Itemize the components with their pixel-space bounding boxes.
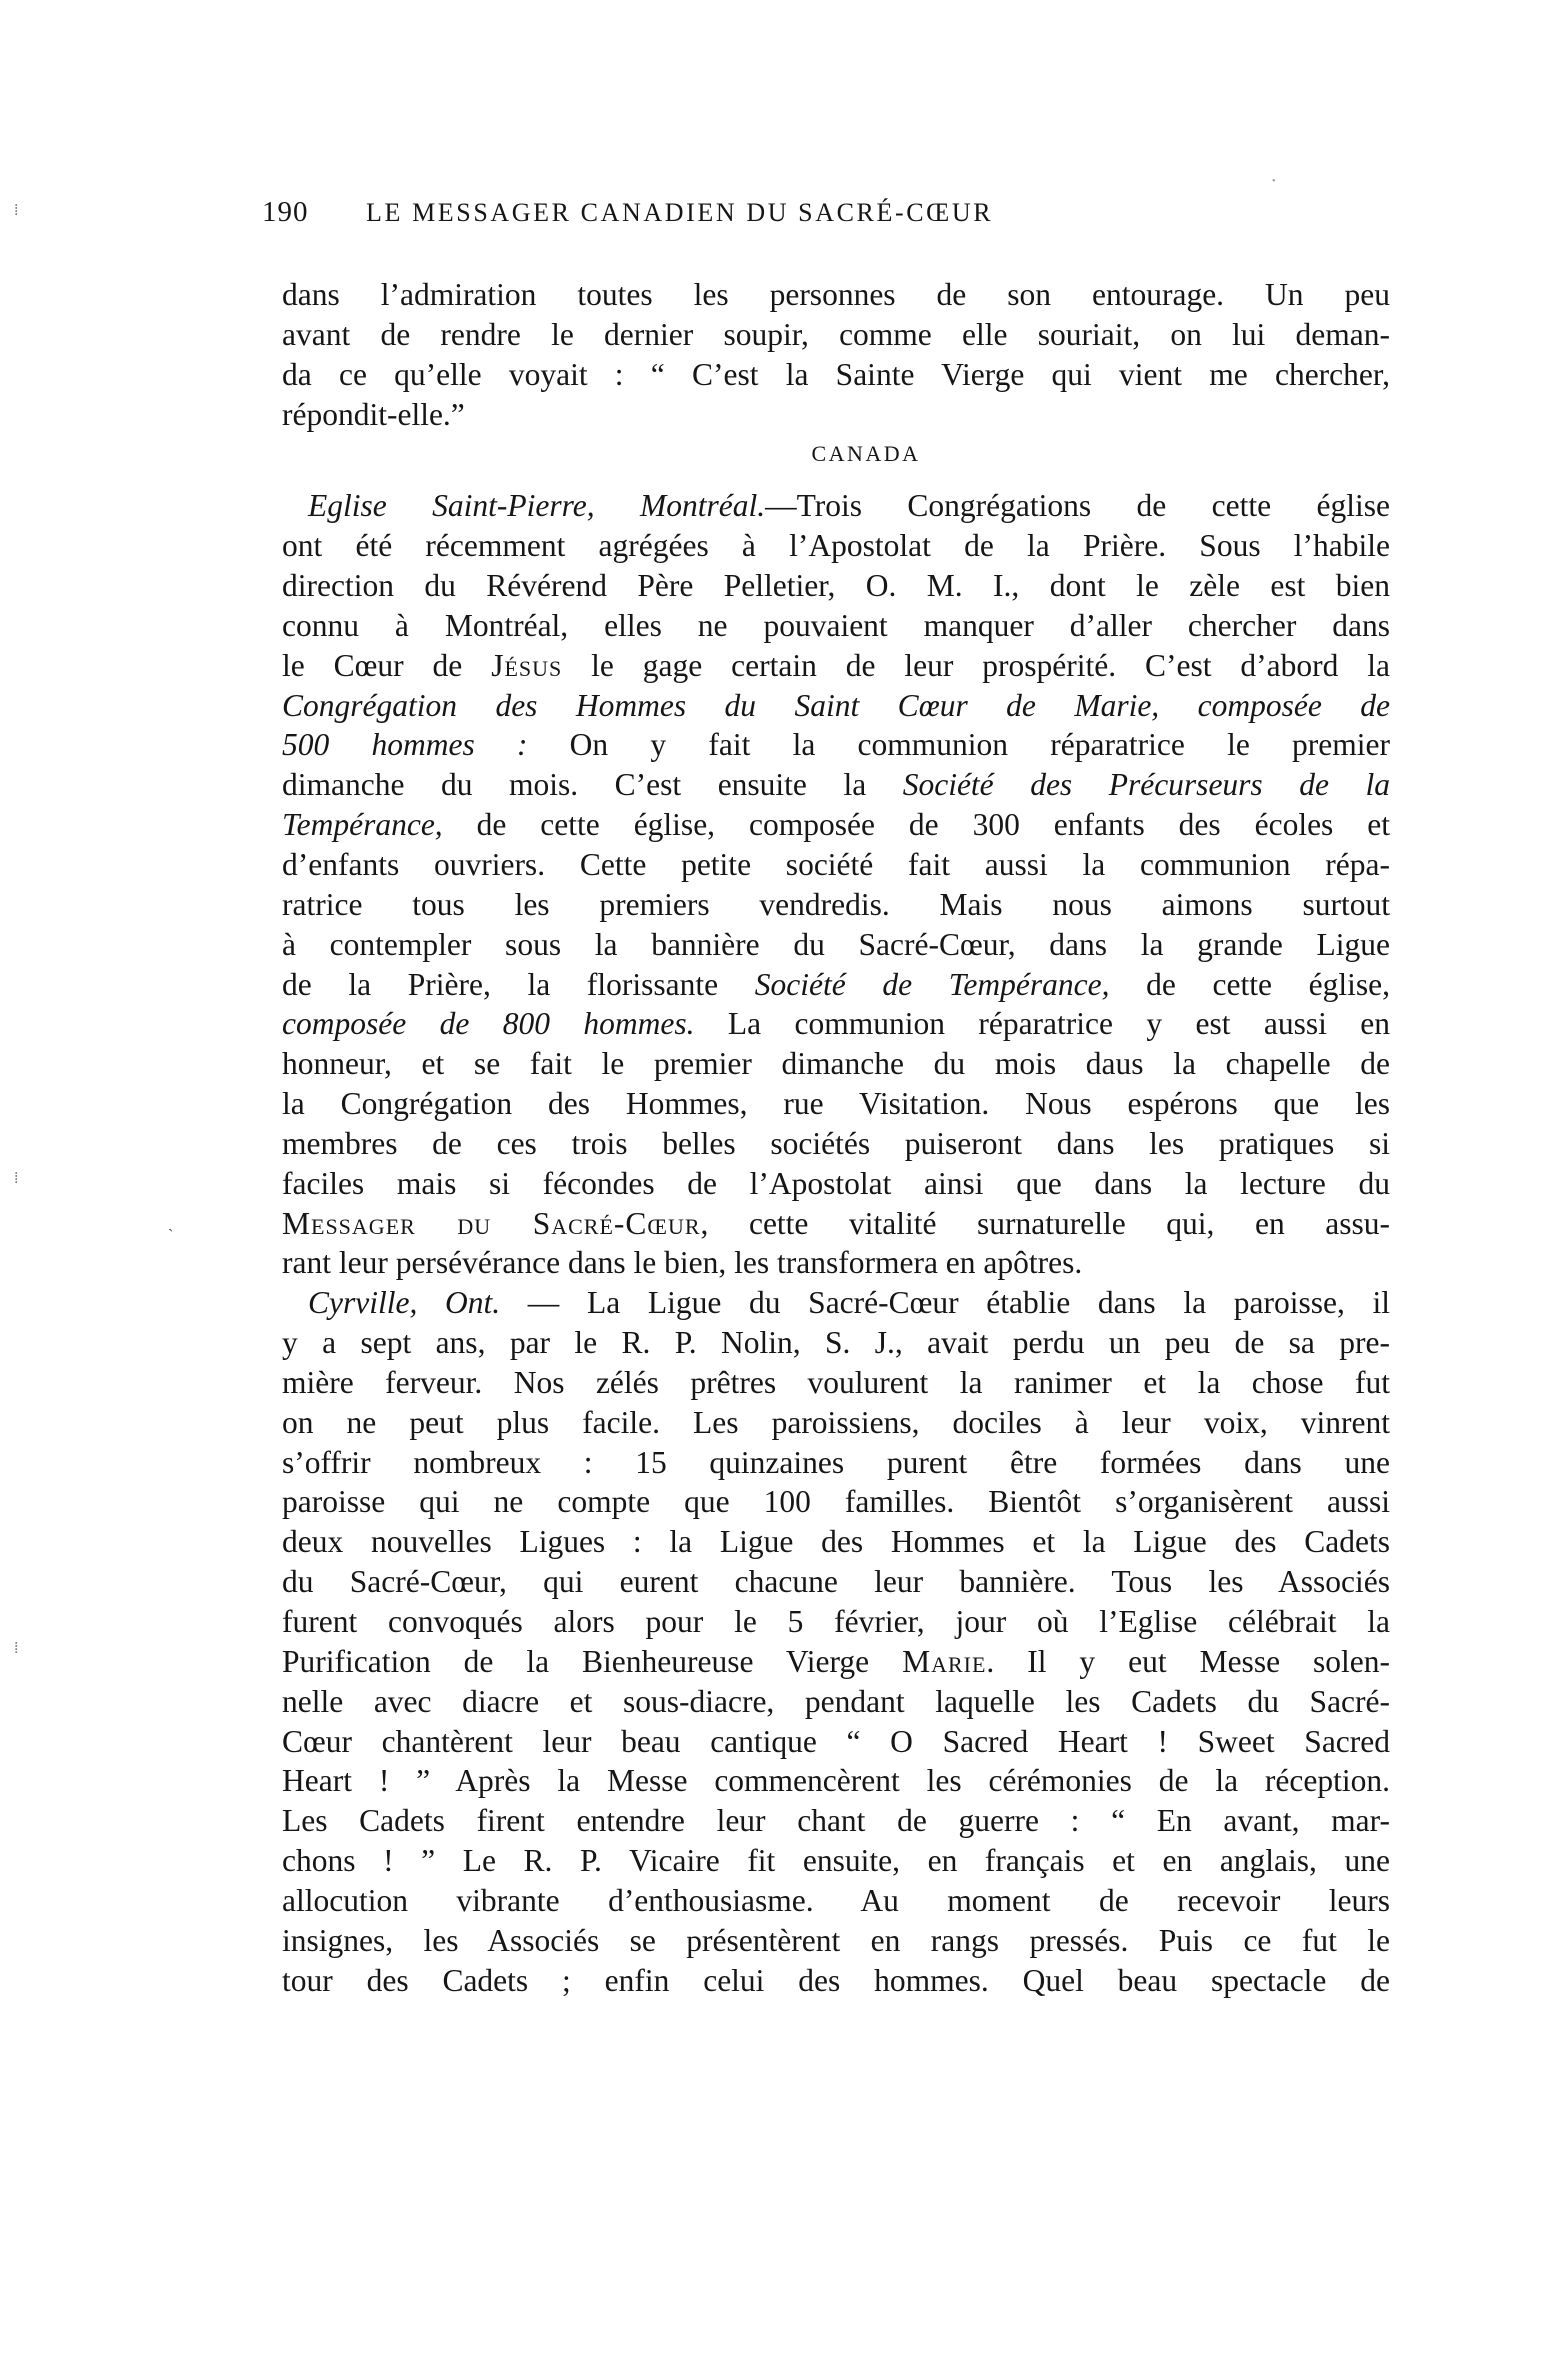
text-line: 500 hommes : On y fait la communion réparatrice le premier bbox=[282, 727, 1390, 763]
text-line: connu à Montréal, elles ne pouvaient manquer d’aller chercher dans bbox=[282, 607, 1390, 643]
text-line: Eglise Saint-Pierre, Montréal.—Trois Congrégations de cette église bbox=[308, 488, 1390, 524]
text-line: Messager du Sacré-Cœur, cette vitalité surnaturelle qui, en assu- bbox=[282, 1205, 1390, 1241]
text-line: s’offrir nombreux : 15 quinzaines purent être formées dans une bbox=[282, 1444, 1390, 1480]
article-body bbox=[282, 275, 1390, 2000]
text-line: Cœur chantèrent leur beau cantique “ O Sacred Heart ! Sweet Sacred bbox=[282, 1723, 1390, 1759]
text-line: da ce qu’elle voyait : “ C’est la Sainte Vierge qui vient me chercher, bbox=[282, 356, 1390, 392]
text-line: à contempler sous la bannière du Sacré-Cœur, dans la grande Ligue bbox=[282, 926, 1390, 962]
text-line: d’enfants ouvriers. Cette petite société fait aussi la communion répa- bbox=[282, 846, 1390, 882]
text-line: Heart ! ” Après la Messe commencèrent les cérémonies de la réception. bbox=[282, 1763, 1390, 1799]
spacer bbox=[282, 474, 1390, 486]
text-line: Cyrville, Ont. — La Ligue du Sacré-Cœur établie dans la paroisse, il bbox=[308, 1285, 1390, 1321]
text-line: allocution vibrante d’enthousiasme. Au moment de recevoir leurs bbox=[282, 1882, 1390, 1918]
text-line: dans l’admiration toutes les personnes de son entourage. Un peu bbox=[282, 277, 1390, 312]
text-line: paroisse qui ne compte que 100 familles. Bientôt s’organisèrent aussi bbox=[282, 1484, 1390, 1520]
text-line: la Congrégation des Hommes, rue Visitation. Nous espérons que les bbox=[282, 1086, 1390, 1122]
scan-margin-mark: ⁞ bbox=[14, 1170, 19, 1187]
text-line: membres de ces trois belles sociétés puiseront dans les pratiques si bbox=[282, 1125, 1390, 1161]
text-line: Purification de la Bienheureuse Vierge Marie. Il y eut Messe solen- bbox=[282, 1643, 1390, 1679]
text-line: Congrégation des Hommes du Saint Cœur de Marie, composée de bbox=[282, 687, 1390, 723]
text-line: du Sacré-Cœur, qui eurent chacune leur bannière. Tous les Associés bbox=[282, 1564, 1390, 1600]
text-line: tour des Cadets ; enfin celui des hommes. Quel beau spectacle de bbox=[282, 1962, 1390, 1998]
text-line: répondit-elle.” bbox=[282, 396, 465, 432]
text-line: furent convoqués alors pour le 5 février, jour où l’Eglise célébrait la bbox=[282, 1604, 1390, 1639]
text-line: Les Cadets firent entendre leur chant de guerre : “ En avant, mar- bbox=[282, 1803, 1390, 1839]
text-line: mière ferveur. Nos zélés prêtres voulurent la ranimer et la chose fut bbox=[282, 1364, 1390, 1400]
text-line: Tempérance, de cette église, composée de 300 enfants des écoles et bbox=[282, 807, 1390, 843]
scan-margin-mark: ˎ bbox=[168, 1215, 174, 1232]
section-heading: CANADA bbox=[811, 441, 921, 467]
text-line: avant de rendre le dernier soupir, comme elle souriait, on lui deman- bbox=[282, 316, 1390, 352]
scan-margin-mark: ⁞ bbox=[14, 202, 19, 219]
journal-title: LE MESSAGER CANADIEN DU SACRÉ-CŒUR bbox=[366, 198, 994, 227]
text-line: direction du Révérend Père Pelletier, O. M. I., dont le zèle est bien bbox=[282, 568, 1390, 604]
text-line: deux nouvelles Ligues : la Ligue des Hommes et la Ligue des Cadets bbox=[282, 1524, 1390, 1560]
text-line: on ne peut plus facile. Les paroissiens, dociles à leur voix, vinrent bbox=[282, 1404, 1390, 1440]
text-line: chons ! ” Le R. P. Vicaire fit ensuite, en français et en anglais, une bbox=[282, 1843, 1390, 1879]
text-line: faciles mais si fécondes de l’Apostolat ainsi que dans la lecture du bbox=[282, 1165, 1390, 1201]
scan-margin-mark: ⁞ bbox=[14, 1640, 19, 1657]
text-line: dimanche du mois. C’est ensuite la Société des Précurseurs de la bbox=[282, 767, 1390, 803]
text-line: insignes, les Associés se présentèrent en rangs pressés. Puis ce fut le bbox=[282, 1922, 1390, 1958]
text-line: ratrice tous les premiers vendredis. Mais nous aimons surtout bbox=[282, 886, 1390, 922]
scan-speck: • bbox=[1272, 176, 1276, 187]
text-line: rant leur persévérance dans le bien, les transformera en apôtres. bbox=[282, 1245, 1083, 1281]
text-line: y a sept ans, par le R. P. Nolin, S. J., avait perdu un peu de sa pre- bbox=[282, 1325, 1390, 1361]
text-line: ont été récemment agrégées à l’Apostolat de la Prière. Sous l’habile bbox=[282, 528, 1390, 564]
text-line: composée de 800 hommes. La communion réparatrice y est aussi en bbox=[282, 1006, 1390, 1042]
running-head bbox=[262, 196, 1262, 236]
page-number: 190 bbox=[262, 196, 309, 228]
text-line: le Cœur de Jésus le gage certain de leur prospérité. C’est d’abord la bbox=[282, 647, 1390, 683]
text-line: honneur, et se fait le premier dimanche du mois daus la chapelle de bbox=[282, 1046, 1390, 1082]
text-line: de la Prière, la florissante Société de Tempérance, de cette église, bbox=[282, 966, 1390, 1002]
text-line: nelle avec diacre et sous-diacre, pendant laquelle les Cadets du Sacré- bbox=[282, 1683, 1390, 1719]
